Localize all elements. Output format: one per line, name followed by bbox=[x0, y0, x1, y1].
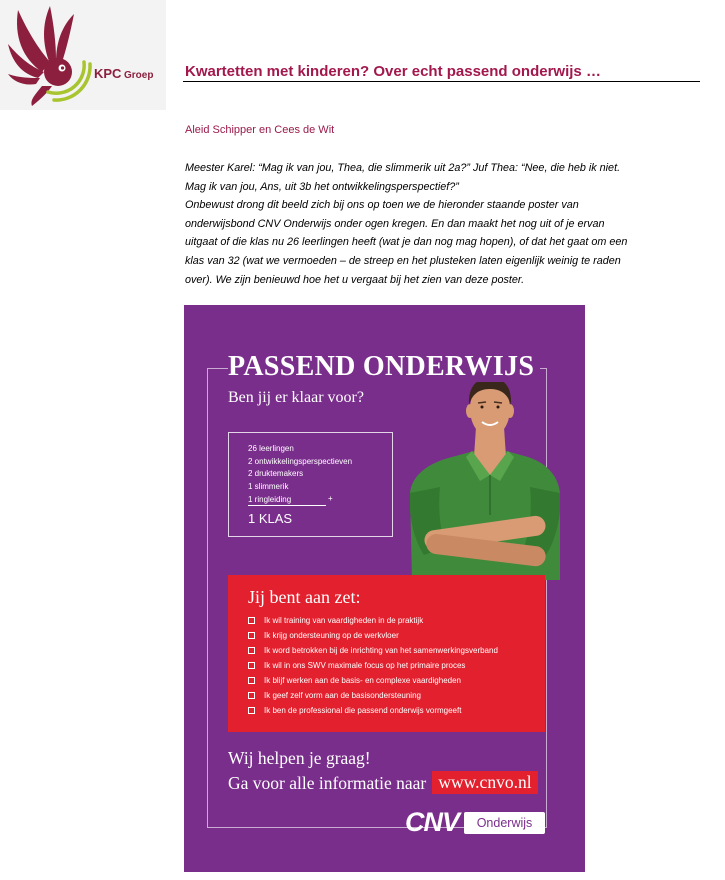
kpc-logo bbox=[0, 0, 166, 110]
kpc-logo-pupil bbox=[61, 66, 64, 69]
sum-item-underlined: 1 ringleiding bbox=[248, 494, 326, 506]
poster-title: PASSEND ONDERWIJS bbox=[228, 352, 540, 382]
checklist-label: Ik geef zelf vorm aan de basisondersteuning bbox=[264, 691, 421, 700]
poster-help-text: Wij helpen je graag! bbox=[228, 748, 371, 768]
article-line: over). We zijn benieuwd hoe het u vergaat bij het zien van deze poster. bbox=[185, 273, 525, 286]
poster-man-photo bbox=[410, 375, 560, 580]
checklist-item bbox=[248, 703, 498, 718]
sum-item: 26 leerlingen bbox=[248, 444, 294, 453]
poster-url: www.cnvo.nl bbox=[432, 771, 538, 794]
cnv-logo-unit: Onderwijs bbox=[464, 812, 545, 834]
kpc-logo-sub: Groep bbox=[124, 70, 154, 81]
article-body bbox=[185, 159, 627, 289]
action-checklist-box bbox=[228, 575, 545, 732]
checklist-label: Ik blijf werken aan de basis- en complexe vaardigheden bbox=[264, 676, 462, 685]
class-sum-box bbox=[228, 432, 393, 537]
article-line: uitgaat of die klas nu 26 leerlingen heeft (wat je dan nog mag hopen), of dat het gaat om een bbox=[185, 236, 628, 249]
cnv-poster bbox=[184, 305, 585, 872]
kpc-logo-brand: KPC bbox=[94, 66, 122, 81]
checklist-label: Ik wil in ons SWV maximale focus op het primaire proces bbox=[264, 661, 466, 670]
man-eye bbox=[481, 406, 484, 409]
article-authors: Aleid Schipper en Cees de Wit bbox=[185, 124, 335, 136]
checklist-item bbox=[248, 688, 498, 703]
article-title: Kwartetten met kinderen? Over echt passend onderwijs … bbox=[185, 63, 601, 80]
sum-plus-sign: + bbox=[328, 494, 333, 503]
title-underline bbox=[183, 81, 700, 82]
empty-checkbox-icon bbox=[248, 647, 255, 654]
sum-item: 1 slimmerik bbox=[248, 482, 289, 492]
empty-checkbox-icon bbox=[248, 662, 255, 669]
poster-info-text: Ga voor alle informatie naar bbox=[228, 773, 427, 793]
checklist-item bbox=[248, 613, 498, 628]
poster-subtitle: Ben jij er klaar voor? bbox=[228, 389, 364, 406]
action-checklist bbox=[248, 613, 498, 718]
empty-checkbox-icon bbox=[248, 617, 255, 624]
sum-item: 2 ontwikkelingsperspectieven bbox=[248, 456, 353, 466]
empty-checkbox-icon bbox=[248, 677, 255, 684]
man-brow bbox=[494, 402, 502, 403]
cnv-logo-mark: CNV bbox=[405, 807, 460, 837]
checklist-item bbox=[248, 643, 498, 658]
checklist-label: Ik ben de professional die passend onderwijs vormgeeft bbox=[264, 706, 462, 715]
checklist-item bbox=[248, 628, 498, 643]
empty-checkbox-icon bbox=[248, 707, 255, 714]
empty-checkbox-icon bbox=[248, 692, 255, 699]
article-line: klas van 32 (wat we vermoeden – de streep en het plusteken laten eigenlijk weinig te raden bbox=[185, 254, 621, 267]
checklist-item bbox=[248, 658, 498, 673]
article-line: onderwijsbond CNV Onderwijs onder ogen kregen. En dan maakt het nog uit of je ervan bbox=[185, 217, 605, 230]
kpc-logo-mark bbox=[0, 0, 166, 110]
checklist-label: Ik wil training van vaardigheden in de praktijk bbox=[264, 616, 424, 625]
action-heading: Jij bent aan zet: bbox=[248, 587, 361, 607]
article-line: Meester Karel: “Mag ik van jou, Thea, die slimmerik uit 2a?” Juf Thea: “Nee, die heb ik niet. bbox=[185, 162, 621, 174]
checklist-item bbox=[248, 673, 498, 688]
checklist-label: Ik krijg ondersteuning op de werkvloer bbox=[264, 631, 399, 640]
sum-item: 2 druktemakers bbox=[248, 469, 304, 479]
checklist-label: Ik word betrokken bij de inrichting van het samenwerkingsverband bbox=[264, 646, 498, 655]
man-brow bbox=[478, 402, 486, 403]
sum-total: 1 KLAS bbox=[248, 511, 293, 526]
sum-item bbox=[248, 494, 352, 507]
article-line: Mag ik van jou, Ans, uit 3b het ontwikkelingsperspectief?” bbox=[185, 180, 459, 193]
empty-checkbox-icon bbox=[248, 632, 255, 639]
man-eye bbox=[497, 406, 500, 409]
article-line: Onbewust drong dit beeld zich bij ons op toen we de hieronder staande poster van bbox=[185, 199, 579, 212]
class-sum-list bbox=[248, 443, 352, 507]
